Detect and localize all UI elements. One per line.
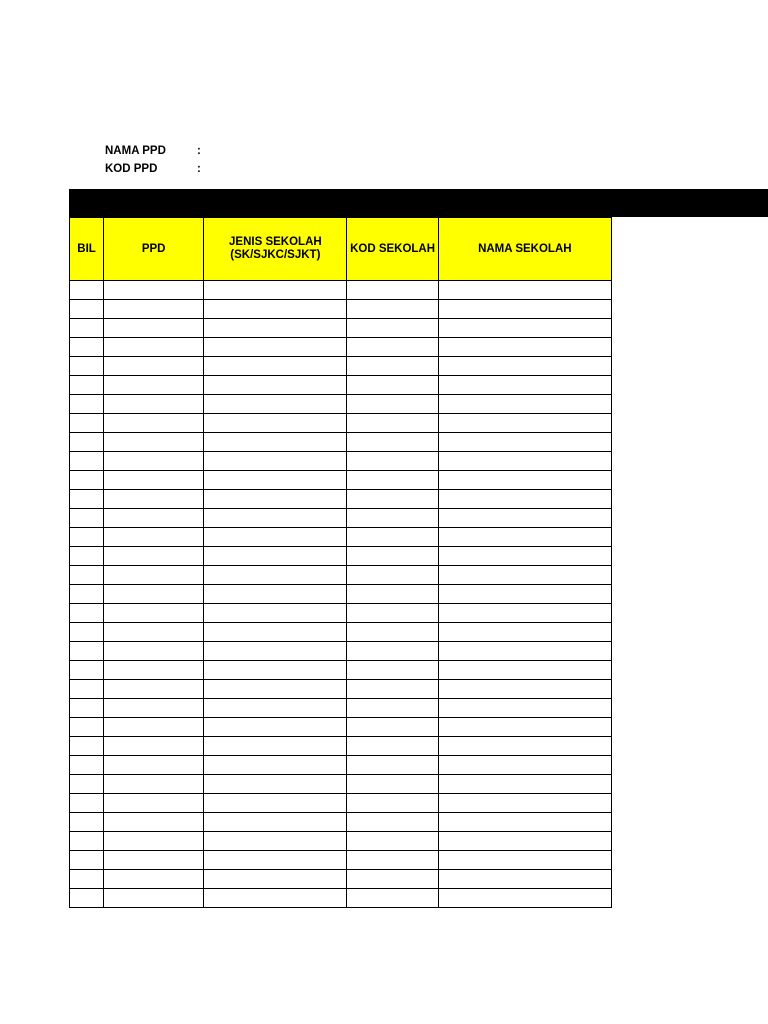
nama-sekolah-cell[interactable]: [438, 433, 611, 452]
nama-ppd-field: [105, 143, 201, 159]
nama-ppd-colon: :: [197, 145, 201, 157]
table-row: [70, 813, 612, 832]
bil-cell[interactable]: [70, 395, 104, 414]
kod-sekolah-cell[interactable]: [347, 490, 438, 509]
jenis-sekolah-cell[interactable]: [204, 623, 347, 642]
ppd-cell[interactable]: [104, 699, 204, 718]
nama-sekolah-cell[interactable]: [438, 604, 611, 623]
table-row: [70, 794, 612, 813]
jenis-sekolah-cell[interactable]: [204, 319, 347, 338]
nama-sekolah-cell[interactable]: [438, 661, 611, 680]
kod-sekolah-cell[interactable]: [347, 870, 438, 889]
ppd-cell[interactable]: [104, 490, 204, 509]
jenis-sekolah-cell[interactable]: [204, 661, 347, 680]
ppd-cell[interactable]: [104, 319, 204, 338]
kod-sekolah-cell[interactable]: [347, 528, 438, 547]
bil-cell[interactable]: [70, 490, 104, 509]
school-list-table: [69, 217, 612, 908]
table-row: [70, 281, 612, 300]
jenis-sekolah-cell[interactable]: [204, 433, 347, 452]
table-row: [70, 395, 612, 414]
column-header-bil: BIL: [70, 218, 104, 281]
table-row: [70, 851, 612, 870]
table-row: [70, 775, 612, 794]
table-row: [70, 870, 612, 889]
bil-cell[interactable]: [70, 433, 104, 452]
kod-sekolah-cell[interactable]: [347, 338, 438, 357]
bil-cell[interactable]: [70, 357, 104, 376]
kod-sekolah-cell[interactable]: [347, 813, 438, 832]
nama-sekolah-cell[interactable]: [438, 281, 611, 300]
bil-cell[interactable]: [70, 414, 104, 433]
table-row: [70, 604, 612, 623]
jenis-sekolah-cell[interactable]: [204, 338, 347, 357]
nama-sekolah-cell[interactable]: [438, 471, 611, 490]
table-row: [70, 490, 612, 509]
ppd-cell[interactable]: [104, 509, 204, 528]
jenis-sekolah-cell[interactable]: [204, 547, 347, 566]
nama-sekolah-cell[interactable]: [438, 775, 611, 794]
jenis-sekolah-cell[interactable]: [204, 699, 347, 718]
nama-sekolah-cell[interactable]: [438, 395, 611, 414]
table-row: [70, 832, 612, 851]
bil-cell[interactable]: [70, 566, 104, 585]
bil-cell[interactable]: [70, 604, 104, 623]
jenis-sekolah-cell[interactable]: [204, 718, 347, 737]
nama-sekolah-cell[interactable]: [438, 680, 611, 699]
bil-cell[interactable]: [70, 642, 104, 661]
jenis-sekolah-cell[interactable]: [204, 585, 347, 604]
jenis-sekolah-cell[interactable]: [204, 851, 347, 870]
nama-sekolah-cell[interactable]: [438, 528, 611, 547]
bil-cell[interactable]: [70, 300, 104, 319]
jenis-sekolah-cell[interactable]: [204, 870, 347, 889]
ppd-cell[interactable]: [104, 889, 204, 908]
table-row: [70, 376, 612, 395]
nama-sekolah-cell[interactable]: [438, 870, 611, 889]
ppd-cell[interactable]: [104, 433, 204, 452]
table-row: [70, 528, 612, 547]
nama-sekolah-cell[interactable]: [438, 414, 611, 433]
nama-sekolah-cell[interactable]: [438, 851, 611, 870]
ppd-cell[interactable]: [104, 395, 204, 414]
kod-sekolah-cell[interactable]: [347, 775, 438, 794]
column-header-jenis-sekolah: [204, 218, 347, 281]
kod-sekolah-cell[interactable]: [347, 452, 438, 471]
bil-cell[interactable]: [70, 528, 104, 547]
table-row: [70, 357, 612, 376]
table-row: [70, 338, 612, 357]
jenis-sekolah-cell[interactable]: [204, 281, 347, 300]
nama-sekolah-cell[interactable]: [438, 338, 611, 357]
jenis-sekolah-cell[interactable]: [204, 300, 347, 319]
bil-cell[interactable]: [70, 452, 104, 471]
kod-sekolah-cell[interactable]: [347, 699, 438, 718]
ppd-cell[interactable]: [104, 471, 204, 490]
bil-cell[interactable]: [70, 870, 104, 889]
ppd-cell[interactable]: [104, 737, 204, 756]
kod-sekolah-cell[interactable]: [347, 585, 438, 604]
bil-cell[interactable]: [70, 699, 104, 718]
column-header-nama-sekolah: NAMA SEKOLAH: [438, 218, 611, 281]
header-banner: [69, 189, 768, 217]
kod-sekolah-cell[interactable]: [347, 281, 438, 300]
ppd-cell[interactable]: [104, 338, 204, 357]
kod-sekolah-cell[interactable]: [347, 376, 438, 395]
bil-cell[interactable]: [70, 680, 104, 699]
ppd-cell[interactable]: [104, 870, 204, 889]
kod-sekolah-cell[interactable]: [347, 680, 438, 699]
nama-sekolah-cell[interactable]: [438, 699, 611, 718]
ppd-cell[interactable]: [104, 718, 204, 737]
kod-sekolah-cell[interactable]: [347, 433, 438, 452]
table-row: [70, 452, 612, 471]
nama-sekolah-cell[interactable]: [438, 357, 611, 376]
bil-cell[interactable]: [70, 281, 104, 300]
jenis-sekolah-cell[interactable]: [204, 471, 347, 490]
ppd-cell[interactable]: [104, 414, 204, 433]
kod-sekolah-cell[interactable]: [347, 642, 438, 661]
jenis-sekolah-options: (SK/SJKC/SJKT): [230, 249, 321, 261]
jenis-sekolah-label: JENIS SEKOLAH: [229, 236, 322, 248]
nama-sekolah-cell[interactable]: [438, 813, 611, 832]
ppd-cell[interactable]: [104, 832, 204, 851]
nama-sekolah-cell[interactable]: [438, 490, 611, 509]
bil-cell[interactable]: [70, 509, 104, 528]
kod-sekolah-cell[interactable]: [347, 623, 438, 642]
nama-sekolah-cell[interactable]: [438, 319, 611, 338]
jenis-sekolah-cell[interactable]: [204, 490, 347, 509]
jenis-sekolah-cell[interactable]: [204, 889, 347, 908]
table-row: [70, 414, 612, 433]
nama-sekolah-cell[interactable]: [438, 794, 611, 813]
bil-cell[interactable]: [70, 832, 104, 851]
kod-sekolah-cell[interactable]: [347, 661, 438, 680]
jenis-sekolah-cell[interactable]: [204, 604, 347, 623]
jenis-sekolah-cell[interactable]: [204, 566, 347, 585]
kod-sekolah-cell[interactable]: [347, 509, 438, 528]
kod-sekolah-cell[interactable]: [347, 718, 438, 737]
nama-sekolah-cell[interactable]: [438, 737, 611, 756]
table-row: [70, 718, 612, 737]
ppd-cell[interactable]: [104, 642, 204, 661]
bil-cell[interactable]: [70, 623, 104, 642]
ppd-cell[interactable]: [104, 851, 204, 870]
kod-sekolah-cell[interactable]: [347, 566, 438, 585]
jenis-sekolah-cell[interactable]: [204, 737, 347, 756]
nama-sekolah-cell[interactable]: [438, 756, 611, 775]
nama-sekolah-cell[interactable]: [438, 623, 611, 642]
bil-cell[interactable]: [70, 889, 104, 908]
ppd-cell[interactable]: [104, 300, 204, 319]
table-row: [70, 319, 612, 338]
kod-sekolah-cell[interactable]: [347, 889, 438, 908]
bil-cell[interactable]: [70, 376, 104, 395]
table-row: [70, 680, 612, 699]
jenis-sekolah-cell[interactable]: [204, 813, 347, 832]
jenis-sekolah-cell[interactable]: [204, 376, 347, 395]
table-body: [70, 281, 612, 908]
kod-sekolah-cell[interactable]: [347, 471, 438, 490]
ppd-cell[interactable]: [104, 376, 204, 395]
ppd-cell[interactable]: [104, 680, 204, 699]
ppd-cell[interactable]: [104, 623, 204, 642]
bil-cell[interactable]: [70, 794, 104, 813]
bil-cell[interactable]: [70, 585, 104, 604]
bil-cell[interactable]: [70, 338, 104, 357]
nama-sekolah-cell[interactable]: [438, 509, 611, 528]
jenis-sekolah-cell[interactable]: [204, 528, 347, 547]
jenis-sekolah-cell[interactable]: [204, 642, 347, 661]
nama-sekolah-cell[interactable]: [438, 376, 611, 395]
kod-ppd-colon: :: [197, 163, 201, 175]
nama-sekolah-cell[interactable]: [438, 832, 611, 851]
jenis-sekolah-cell[interactable]: [204, 357, 347, 376]
table-row: [70, 661, 612, 680]
ppd-cell[interactable]: [104, 547, 204, 566]
bil-cell[interactable]: [70, 471, 104, 490]
nama-sekolah-cell[interactable]: [438, 718, 611, 737]
kod-sekolah-cell[interactable]: [347, 319, 438, 338]
bil-cell[interactable]: [70, 737, 104, 756]
bil-cell[interactable]: [70, 718, 104, 737]
ppd-cell[interactable]: [104, 813, 204, 832]
nama-sekolah-cell[interactable]: [438, 547, 611, 566]
column-header-ppd: PPD: [104, 218, 204, 281]
kod-sekolah-cell[interactable]: [347, 851, 438, 870]
bil-cell[interactable]: [70, 775, 104, 794]
kod-ppd-label: KOD PPD: [105, 163, 158, 175]
table-row: [70, 566, 612, 585]
table-row: [70, 509, 612, 528]
ppd-cell[interactable]: [104, 756, 204, 775]
jenis-sekolah-cell[interactable]: [204, 509, 347, 528]
ppd-cell[interactable]: [104, 357, 204, 376]
jenis-sekolah-cell[interactable]: [204, 775, 347, 794]
ppd-cell[interactable]: [104, 281, 204, 300]
kod-sekolah-cell[interactable]: [347, 395, 438, 414]
table-row: [70, 433, 612, 452]
table-row: [70, 585, 612, 604]
table-row: [70, 642, 612, 661]
nama-ppd-label: NAMA PPD: [105, 145, 166, 157]
nama-sekolah-cell[interactable]: [438, 585, 611, 604]
kod-sekolah-cell[interactable]: [347, 547, 438, 566]
jenis-sekolah-cell[interactable]: [204, 832, 347, 851]
nama-sekolah-cell[interactable]: [438, 300, 611, 319]
ppd-cell[interactable]: [104, 566, 204, 585]
bil-cell[interactable]: [70, 547, 104, 566]
table-row: [70, 623, 612, 642]
bil-cell[interactable]: [70, 851, 104, 870]
ppd-cell[interactable]: [104, 794, 204, 813]
jenis-sekolah-cell[interactable]: [204, 756, 347, 775]
table-row: [70, 300, 612, 319]
kod-sekolah-cell[interactable]: [347, 604, 438, 623]
bil-cell[interactable]: [70, 661, 104, 680]
ppd-cell[interactable]: [104, 585, 204, 604]
kod-sekolah-cell[interactable]: [347, 832, 438, 851]
ppd-cell[interactable]: [104, 775, 204, 794]
table-row: [70, 889, 612, 908]
kod-sekolah-cell[interactable]: [347, 794, 438, 813]
bil-cell[interactable]: [70, 756, 104, 775]
table-header-row: [70, 218, 612, 281]
jenis-sekolah-cell[interactable]: [204, 414, 347, 433]
jenis-sekolah-cell[interactable]: [204, 452, 347, 471]
table-row: [70, 471, 612, 490]
table-row: [70, 756, 612, 775]
jenis-sekolah-cell[interactable]: [204, 794, 347, 813]
nama-sekolah-cell[interactable]: [438, 889, 611, 908]
jenis-sekolah-cell[interactable]: [204, 395, 347, 414]
nama-sekolah-cell[interactable]: [438, 642, 611, 661]
bil-cell[interactable]: [70, 319, 104, 338]
kod-sekolah-cell[interactable]: [347, 756, 438, 775]
table-row: [70, 737, 612, 756]
ppd-cell[interactable]: [104, 528, 204, 547]
kod-sekolah-cell[interactable]: [347, 300, 438, 319]
table-row: [70, 699, 612, 718]
ppd-cell[interactable]: [104, 604, 204, 623]
ppd-cell[interactable]: [104, 452, 204, 471]
kod-sekolah-cell[interactable]: [347, 737, 438, 756]
nama-sekolah-cell[interactable]: [438, 566, 611, 585]
kod-ppd-field: [105, 161, 201, 177]
kod-sekolah-cell[interactable]: [347, 357, 438, 376]
bil-cell[interactable]: [70, 813, 104, 832]
kod-sekolah-cell[interactable]: [347, 414, 438, 433]
table-row: [70, 547, 612, 566]
nama-sekolah-cell[interactable]: [438, 452, 611, 471]
column-header-kod-sekolah: KOD SEKOLAH: [347, 218, 438, 281]
jenis-sekolah-cell[interactable]: [204, 680, 347, 699]
ppd-cell[interactable]: [104, 661, 204, 680]
